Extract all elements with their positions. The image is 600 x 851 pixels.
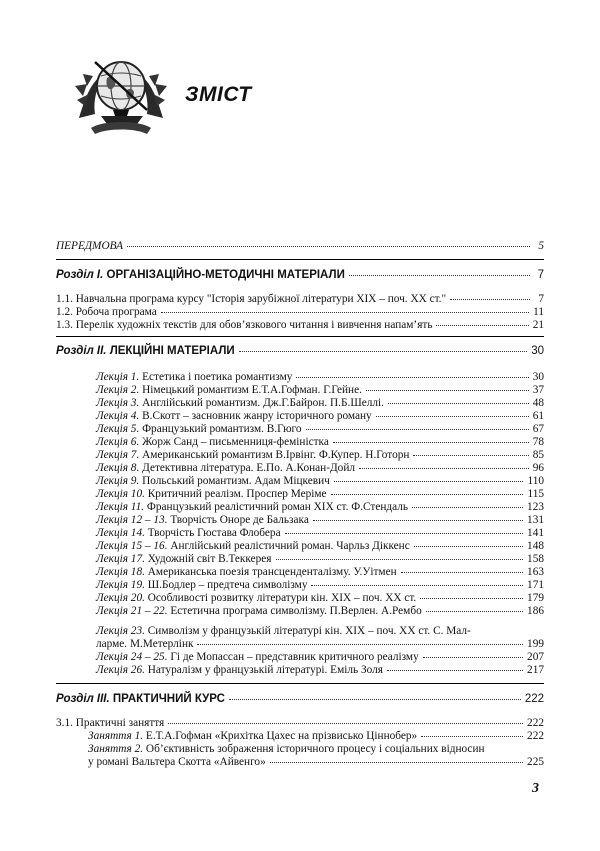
lecture-label: Лекція 21 – 22.: [96, 605, 168, 617]
page-number: 3: [532, 781, 539, 796]
separator-line: [56, 336, 544, 337]
lecture-label: Лекція 15 – 16.: [96, 540, 168, 552]
page-ref: 61: [532, 410, 544, 422]
toc-lecture[interactable]: [56, 462, 544, 475]
lecture-label: Лекція 11.: [96, 501, 145, 513]
lecture-title: Жорж Санд – письменниця-феміністка: [139, 436, 329, 448]
lecture-title: Творчість Оноре де Бальзака: [167, 514, 309, 526]
dot-leader: [401, 571, 523, 573]
toc-lecture[interactable]: [56, 664, 544, 677]
dot-leader: [423, 656, 523, 658]
toc-lesson-cont[interactable]: [56, 756, 544, 769]
page-ref: 37: [532, 384, 544, 396]
page-ref: 199: [527, 638, 544, 650]
entry-text: 1.2. Робоча програма: [56, 306, 157, 318]
lesson-label: Заняття 1.: [88, 730, 144, 742]
page-ref: 131: [527, 514, 544, 526]
lecture-title: В.Скотт – засновник жанру історичного роману: [139, 410, 372, 422]
lecture-label: Лекція 9.: [96, 475, 140, 487]
dot-leader: [270, 761, 523, 763]
toc-lecture[interactable]: [56, 423, 544, 436]
toc-lecture[interactable]: [56, 488, 544, 501]
toc-lecture[interactable]: [56, 397, 544, 410]
page-ref: 11: [533, 306, 544, 318]
lecture-title: Особливості розвитку літератури кін. ХІХ – поч. ХХ ст.: [144, 592, 417, 604]
lecture-title: Художній світ В.Теккерея: [144, 553, 272, 565]
dot-leader: [414, 545, 523, 547]
toc-lecture-23[interactable]: [56, 625, 544, 638]
toc-lecture[interactable]: [56, 540, 544, 553]
page-ref: 217: [527, 664, 544, 676]
page-ref: 85: [532, 449, 544, 461]
dot-leader: [334, 480, 524, 482]
toc-entry-preface[interactable]: [56, 240, 544, 253]
lecture-label: Лекція 5.: [96, 423, 140, 435]
toc-entry[interactable]: [56, 717, 544, 730]
entry-text: 1.3. Перелік художніх текстів для обов’язкового читання і вивчення напам’ять: [56, 319, 433, 331]
lecture-label: Лекція 17.: [96, 553, 145, 565]
section-name: ПРАКТИЧНИЙ КУРС: [109, 693, 225, 705]
lesson-label: Заняття 2.: [88, 743, 144, 755]
lecture-title: Американська поезія трансценденталізму. У.Уітмен: [144, 566, 397, 578]
lecture-title: Естетика і поетика романтизму: [139, 371, 293, 383]
toc-lesson[interactable]: [56, 730, 544, 743]
lecture-label: Лекція 18.: [96, 566, 145, 578]
page-ref: 67: [532, 423, 544, 435]
dot-leader: [388, 402, 529, 404]
toc-lecture[interactable]: [56, 384, 544, 397]
page-ref: 163: [527, 566, 544, 578]
toc-section-1[interactable]: [56, 269, 544, 282]
dot-leader: [306, 428, 529, 430]
page-ref: 158: [527, 553, 544, 565]
lecture-title: Естетична програма символізму. П.Верлен. А.Рембо: [167, 605, 422, 617]
lesson-title-continued: у романі Вальтера Скотта «Айвенго»: [88, 756, 266, 768]
page-ref: 115: [527, 488, 544, 500]
lecture-title: Натуралізм у французькій літературі. Еміль Золя: [144, 664, 383, 676]
page-ref: 30: [532, 371, 544, 383]
dot-leader: [450, 298, 530, 300]
page-ref: 78: [532, 436, 544, 448]
lecture-title: Французький романтизм. В.Гюго: [139, 423, 302, 435]
lecture-label: Лекція 10.: [96, 488, 145, 500]
toc-lesson[interactable]: [56, 743, 544, 756]
toc-lecture[interactable]: [56, 436, 544, 449]
toc-section-3[interactable]: [56, 693, 544, 706]
lecture-label: Лекція 2.: [96, 384, 140, 396]
lecture-label: Лекція 23.: [96, 625, 145, 637]
lecture-label: Лекція 26.: [96, 664, 145, 676]
lecture-label: Лекція 12 – 13.: [96, 514, 168, 526]
lecture-title: Американський романтизм В.Ірвінг. Ф.Купер. Н.Готорн: [139, 449, 410, 461]
toc-lecture[interactable]: [56, 605, 544, 618]
dot-leader: [436, 324, 528, 326]
page-ref: 123: [527, 501, 544, 513]
dot-leader: [296, 376, 528, 378]
lecture-label: Лекція 4.: [96, 410, 140, 422]
toc-lecture[interactable]: [56, 553, 544, 566]
toc-lecture[interactable]: [56, 501, 544, 514]
dot-leader: [359, 467, 529, 469]
toc-lecture-23-cont[interactable]: [56, 638, 544, 651]
dot-leader: [413, 454, 528, 456]
page-ref: 21: [532, 319, 544, 331]
page-ref: 207: [527, 651, 544, 663]
page-ref: 222: [527, 730, 544, 742]
page-ref: 179: [527, 592, 544, 604]
dot-leader: [387, 669, 523, 671]
lecture-label: Лекція 1.: [96, 371, 140, 383]
lecture-title: Польський романтизм. Адам Міцкевич: [139, 475, 330, 487]
dot-leader: [420, 597, 523, 599]
lecture-title: Німецький романтизм Е.Т.А.Гофман. Г.Гейне.: [139, 384, 362, 396]
page-ref: 171: [527, 579, 544, 591]
preface-label: ПЕРЕДМОВА: [56, 240, 123, 252]
lecture-title: Англійський романтизм. Дж.Г.Байрон. П.Б.Шеллі.: [139, 397, 384, 409]
dot-leader: [349, 274, 530, 276]
toc-entry[interactable]: [56, 293, 544, 306]
lecture-title: Французький реалістичний роман ХІХ ст. Ф.Стендаль: [144, 501, 409, 513]
dot-leader: [421, 735, 523, 737]
lecture-title: Англійський реалістичний роман. Чарльз Діккенс: [167, 540, 410, 552]
dot-leader: [366, 389, 529, 391]
lecture-label: Лекція 14.: [96, 527, 145, 539]
toc-lecture[interactable]: [56, 566, 544, 579]
lecture-title: Ш.Бодлер – предтеча символізму: [144, 579, 308, 591]
dot-leader: [426, 610, 523, 612]
toc-entry[interactable]: [56, 319, 544, 332]
lecture-label: Лекція 24 – 25.: [96, 651, 168, 663]
page-ref: 141: [527, 527, 544, 539]
lecture-title: Критичний реалізм. Проспер Меріме: [144, 488, 327, 500]
lecture-title: Детективна література. Е.По. А.Конан-Дойл: [139, 462, 356, 474]
lecture-title: Гі де Мопассан – представник критичного реалізму: [167, 651, 419, 663]
page-ref: 96: [532, 462, 544, 474]
dot-leader: [229, 698, 521, 700]
entry-text: 1.1. Навчальна програма курсу "Історія зарубіжної літератури ХІХ – поч. ХХ ст.": [56, 293, 447, 305]
page-ref: 5: [538, 240, 544, 252]
separator-line: [56, 683, 544, 684]
page-ref: 186: [527, 605, 544, 617]
page-ref: 7: [537, 269, 544, 281]
lecture-label: Лекція 19.: [96, 579, 145, 591]
section-label: Розділ ІІ.: [56, 345, 107, 357]
toc-lecture[interactable]: [56, 592, 544, 605]
toc-lecture[interactable]: [56, 475, 544, 488]
dot-leader: [239, 350, 528, 352]
toc-lecture[interactable]: [56, 579, 544, 592]
toc-lecture[interactable]: [56, 514, 544, 527]
dot-leader: [168, 722, 523, 724]
page-ref: 222: [524, 693, 544, 705]
lecture-title: Творчість Гюстава Флобера: [144, 527, 281, 539]
dot-leader: [313, 519, 523, 521]
page-ref: 148: [527, 540, 544, 552]
lesson-title: Об’єктивність зображення історичного процесу і соціальних відносин: [143, 743, 485, 755]
page-ref: 48: [532, 397, 544, 409]
dot-leader: [333, 441, 529, 443]
lesson-title: Е.Т.А.Гофман «Крихітка Цахес на прізвисько Ціннобер»: [143, 730, 418, 742]
section-label: Розділ І.: [56, 269, 104, 281]
dot-leader: [161, 311, 529, 313]
toc-lecture[interactable]: [56, 651, 544, 664]
page-ref: 225: [527, 756, 544, 768]
dot-leader: [331, 493, 524, 495]
page-ref: 222: [527, 717, 544, 729]
toc-lecture[interactable]: [56, 371, 544, 384]
toc-lecture[interactable]: [56, 449, 544, 462]
lecture-label: Лекція 6.: [96, 436, 140, 448]
dot-leader: [197, 643, 523, 645]
lecture-label: Лекція 8.: [96, 462, 140, 474]
dot-leader: [412, 506, 523, 508]
lecture-label: Лекція 20.: [96, 592, 145, 604]
lecture-title: Символізм у французькій літературі кін. ХІХ – поч. ХХ ст. С. Мал-: [144, 625, 471, 637]
page-ref: 7: [538, 293, 544, 305]
lecture-label: Лекція 3.: [96, 397, 140, 409]
section-label: Розділ ІІІ.: [56, 693, 110, 705]
section-name: ОРГАНІЗАЦІЙНО-МЕТОДИЧНІ МАТЕРІАЛИ: [103, 269, 345, 281]
dot-leader: [311, 584, 523, 586]
globe-emblem-icon: [73, 48, 169, 140]
page-title: ЗМІСТ: [185, 83, 252, 106]
page-ref: 30: [531, 345, 544, 357]
toc-lecture[interactable]: [56, 410, 544, 423]
toc-entry[interactable]: [56, 306, 544, 319]
dot-leader: [127, 245, 530, 247]
dot-leader: [285, 532, 523, 534]
lecture-label: Лекція 7.: [96, 449, 140, 461]
lecture-title-continued: ларме. М.Метерлінк: [96, 638, 194, 650]
separator-line: [56, 259, 544, 260]
toc-lecture[interactable]: [56, 527, 544, 540]
toc-section-2[interactable]: [56, 345, 544, 358]
dot-leader: [276, 558, 524, 560]
page-ref: 110: [527, 475, 544, 487]
dot-leader: [376, 415, 529, 417]
section-name: ЛЕКЦІЙНІ МАТЕРІАЛИ: [106, 345, 235, 357]
entry-text: 3.1. Практичні заняття: [56, 717, 165, 729]
